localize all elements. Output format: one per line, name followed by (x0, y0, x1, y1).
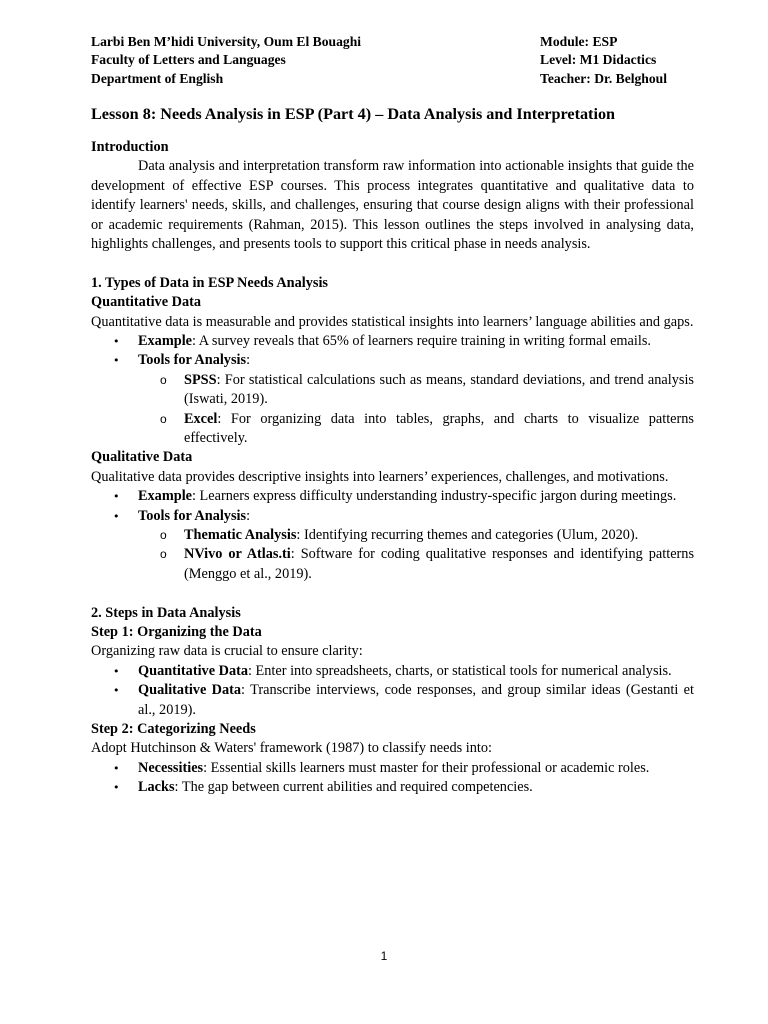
tool-text: : Identifying recurring themes and categories (Ulum, 2020). (296, 527, 639, 543)
sub-list-item (91, 371, 694, 410)
item-label: Necessities (138, 759, 204, 776)
list-item (91, 778, 694, 797)
tools-sublist (91, 526, 694, 584)
list-item (91, 487, 694, 506)
tool-label: SPSS (184, 371, 217, 388)
sub-marker: o (160, 411, 167, 426)
tools-colon: : (246, 352, 251, 369)
list-item (91, 507, 694, 585)
list-item (91, 351, 694, 448)
tools-colon: : (246, 507, 251, 524)
tool-label: Thematic Analysis (184, 527, 297, 543)
sub-marker: o (160, 547, 167, 562)
example-text: : Learners express difficulty understanding industry-specific jargon during meetings. (192, 488, 677, 505)
sub-marker: o (160, 528, 167, 542)
example-label: Example (138, 488, 193, 505)
step1-heading: Step 1: Organizing the Data (91, 624, 262, 641)
step2-heading: Step 2: Categorizing Needs (91, 721, 256, 738)
bullet-marker: • (113, 354, 120, 368)
list-item (91, 759, 694, 778)
item-text: : Transcribe interviews, code responses, and group similar ideas (Gestanti et al., 2019). (138, 682, 694, 718)
step1-paragraph: Organizing raw data is crucial to ensure clarity: (91, 643, 363, 660)
section1-heading: 1. Types of Data in ESP Needs Analysis (91, 274, 329, 291)
bullet-marker: • (113, 781, 120, 795)
tools-label: Tools for Analysis (138, 507, 247, 524)
intro-paragraph: Data analysis and interpretation transform raw information into actionable insights that guide the development of effective ESP courses. This process integrates quantitative and qualitative data to identify learners' needs, skills, and challenges, ensuring that course design aligns with their professional or academic requirements (Rahman, 2015). This lesson outlines the steps involved in analysing data, highlights challenges, and presents tools to support this critical phase in needs analysis. (91, 158, 694, 252)
intro-heading: Introduction (91, 138, 169, 155)
header-row-1 (91, 33, 694, 51)
item-text: : The gap between current abilities and required competencies. (174, 779, 533, 796)
tools-sublist (91, 371, 694, 449)
tool-label: Excel (184, 410, 218, 427)
sub-list-item (91, 410, 694, 449)
bullet-marker: • (113, 490, 120, 504)
bullet-marker: • (113, 334, 120, 348)
department-name: Department of English (91, 70, 224, 86)
bullet-marker: • (113, 684, 120, 698)
university-name: Larbi Ben M’hidi University, Oum El Bouaghi (91, 34, 362, 49)
list-item (91, 681, 694, 720)
document-page (91, 33, 694, 798)
sub-list-item (91, 545, 694, 584)
qualitative-heading: Qualitative Data (91, 449, 193, 466)
tool-label: NVivo or Atlas.ti (184, 546, 291, 563)
bullet-marker: • (113, 664, 120, 678)
qualitative-paragraph: Qualitative data provides descriptive insights into learners’ experiences, challenges, and motivations. (91, 468, 669, 485)
item-label: Qualitative Data (138, 682, 242, 699)
bullet-marker: • (113, 509, 120, 523)
faculty-name: Faculty of Letters and Languages (91, 52, 286, 68)
step1-list (91, 662, 694, 720)
quantitative-list (91, 332, 694, 448)
list-item (91, 332, 694, 351)
step2-paragraph: Adopt Hutchinson & Waters' framework (1987) to classify needs into: (91, 740, 492, 757)
lesson-title: Lesson 8: Needs Analysis in ESP (Part 4) – Data Analysis and Interpretation (91, 104, 616, 123)
item-label: Lacks (138, 779, 175, 796)
quantitative-heading: Quantitative Data (91, 294, 201, 311)
step2-list (91, 759, 694, 798)
module-label: Module: ESP (540, 34, 618, 49)
item-text: : Essential skills learners must master for their professional or academic roles. (203, 759, 650, 776)
teacher-label: Teacher: Dr. Belghoul (540, 70, 668, 86)
tool-text: : Software for coding qualitative responses and identifying patterns (Menggo et al., 2019). (184, 546, 695, 582)
header-row-3 (91, 70, 694, 88)
document-header (91, 33, 694, 88)
example-label: Example (138, 332, 193, 349)
tool-text: : For organizing data into tables, graphs, and charts to visualize patterns effectively. (184, 410, 694, 446)
sub-marker: o (160, 372, 167, 387)
sub-list-item (91, 526, 694, 545)
item-label: Quantitative Data (138, 662, 248, 679)
quantitative-paragraph: Quantitative data is measurable and provides statistical insights into learners’ language abilities and gaps. (91, 313, 694, 330)
qualitative-list (91, 487, 694, 584)
example-text: : A survey reveals that 65% of learners require training in writing formal emails. (192, 332, 651, 349)
section2-heading: 2. Steps in Data Analysis (91, 604, 241, 621)
level-label: Level: M1 Didactics (540, 52, 657, 68)
tools-label: Tools for Analysis (138, 352, 247, 369)
header-row-2 (91, 51, 694, 69)
tool-text: : For statistical calculations such as means, standard deviations, and trend analysis (Iswati, 2019). (184, 371, 694, 408)
bullet-marker: • (113, 761, 120, 775)
page-number: 1 (380, 949, 388, 963)
item-text: : Enter into spreadsheets, charts, or statistical tools for numerical analysis. (248, 662, 672, 679)
list-item (91, 662, 694, 681)
